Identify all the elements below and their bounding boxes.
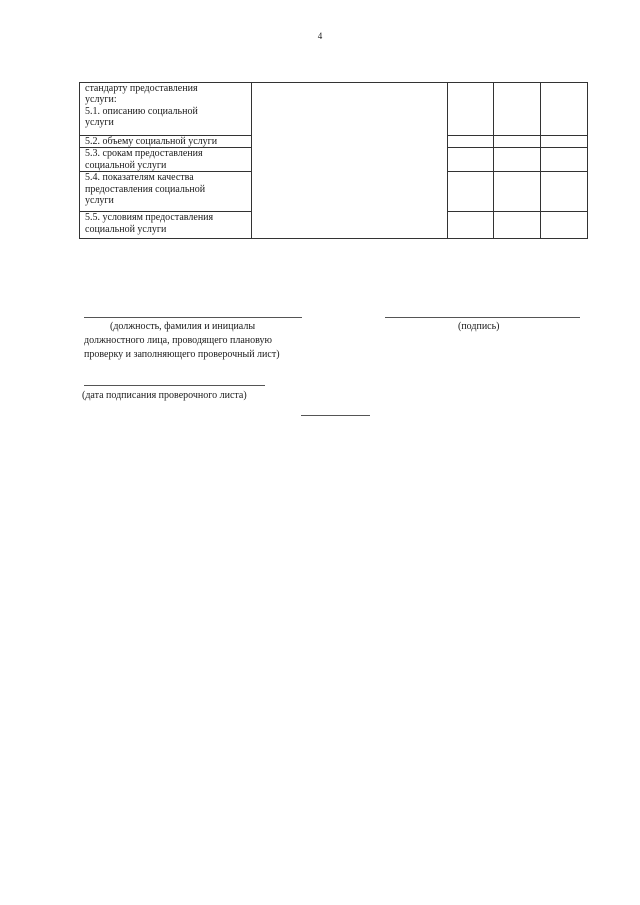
criterion-line: стандарту предоставления	[85, 83, 198, 94]
criterion-line: 5.3. срокам предоставления	[85, 148, 203, 160]
answer-na-cell[interactable]	[541, 212, 588, 239]
official-caption-line-1: (должность, фамилия и инициалы	[110, 321, 256, 332]
end-divider	[301, 415, 370, 416]
checklist-table	[79, 82, 588, 239]
answer-na-cell[interactable]	[541, 172, 588, 212]
criterion-line: услуги	[85, 195, 114, 207]
signature-line[interactable]	[385, 317, 580, 318]
answer-no-cell[interactable]	[494, 136, 541, 148]
criterion-line: предоставления социальной	[85, 183, 206, 195]
date-caption: (дата подписания проверочного листа)	[82, 390, 247, 401]
official-caption-line-2: должностного лица, проводящего плановую	[84, 335, 272, 346]
criterion-line: 5.2. объему социальной услуги	[85, 136, 218, 147]
answer-na-cell[interactable]	[541, 148, 588, 172]
criterion-cell	[80, 83, 252, 136]
criterion-line: социальной услуги	[85, 159, 167, 171]
criterion-line: 5.4. показателям качества	[85, 172, 194, 184]
date-line[interactable]	[84, 385, 265, 386]
answer-no-cell[interactable]	[494, 148, 541, 172]
table-row	[80, 83, 588, 136]
answer-na-cell[interactable]	[541, 136, 588, 148]
answer-no-cell[interactable]	[494, 212, 541, 239]
requirements-cell	[252, 83, 448, 239]
criterion-line: услуги:	[85, 94, 117, 106]
signature-caption: (подпись)	[458, 321, 500, 332]
criterion-cell	[80, 136, 252, 148]
criterion-line: социальной услуги	[85, 223, 167, 235]
official-caption-line-3: проверку и заполняющего проверочный лист)	[84, 349, 280, 360]
answer-yes-cell[interactable]	[448, 136, 494, 148]
answer-no-cell[interactable]	[494, 172, 541, 212]
answer-yes-cell[interactable]	[448, 148, 494, 172]
answer-no-cell[interactable]	[494, 83, 541, 136]
answer-yes-cell[interactable]	[448, 212, 494, 239]
criterion-cell	[80, 148, 252, 172]
answer-yes-cell[interactable]	[448, 172, 494, 212]
criterion-line: 5.1. описанию социальной	[85, 105, 198, 117]
official-signature-line[interactable]	[84, 317, 302, 318]
criterion-line: услуги	[85, 117, 114, 129]
page-number: 4	[317, 31, 323, 41]
criterion-cell	[80, 172, 252, 212]
criterion-line: 5.5. условиям предоставления	[85, 212, 214, 224]
criterion-cell	[80, 212, 252, 239]
answer-na-cell[interactable]	[541, 83, 588, 136]
answer-yes-cell[interactable]	[448, 83, 494, 136]
